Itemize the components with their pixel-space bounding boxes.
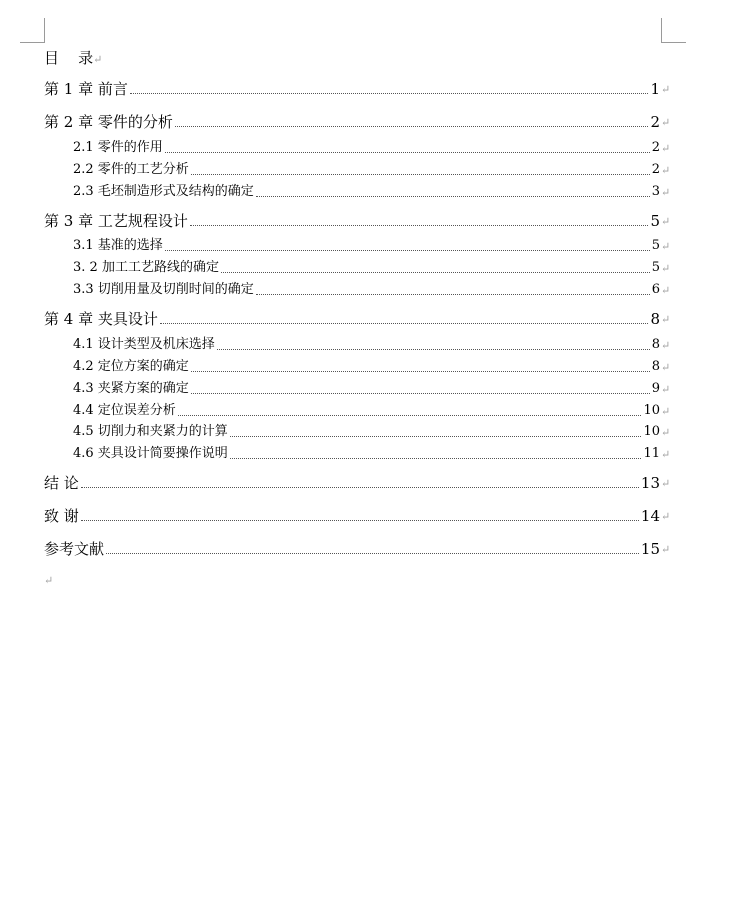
- toc-entry-label: 4.1 设计类型及机床选择: [73, 337, 215, 352]
- paragraph-mark-icon: ↵: [661, 262, 671, 275]
- toc-entry-label: 4.5 切削力和夹紧力的计算: [73, 424, 228, 439]
- paragraph-mark-icon: ↵: [661, 215, 671, 228]
- toc-entry-page: 2: [651, 162, 660, 177]
- toc-entry[interactable]: [73, 423, 660, 441]
- paragraph-mark-icon: ↵: [661, 448, 671, 461]
- dot-leader: [165, 152, 650, 153]
- toc-entry-label: 2.2 零件的工艺分析: [73, 162, 189, 177]
- toc-entry[interactable]: [73, 281, 660, 299]
- dot-leader: [191, 393, 650, 394]
- dot-leader: [191, 174, 650, 175]
- toc-entry-page: 5: [651, 260, 660, 275]
- paragraph-mark-icon: ↵: [661, 240, 671, 253]
- toc-entry-page: 10: [643, 403, 660, 418]
- toc-entry-page: 15: [640, 540, 660, 558]
- paragraph-mark-icon: ↵: [44, 574, 54, 587]
- toc-entry-page: 5: [650, 212, 660, 230]
- toc-entry[interactable]: [44, 505, 660, 527]
- toc-entry-page: 13: [640, 474, 660, 492]
- paragraph-mark-icon: ↵: [661, 339, 671, 352]
- toc-entry-page: 1: [650, 80, 660, 98]
- toc-entry-page: 8: [651, 337, 660, 352]
- dot-leader: [160, 323, 649, 324]
- toc-entry[interactable]: [73, 237, 660, 255]
- toc-entry[interactable]: [44, 210, 660, 232]
- toc-entry-label: 4.2 定位方案的确定: [73, 359, 189, 374]
- toc-entry[interactable]: [44, 472, 660, 494]
- toc-entry[interactable]: [73, 445, 660, 463]
- dot-leader: [165, 250, 650, 251]
- toc-entry[interactable]: [73, 402, 660, 420]
- dot-leader: [81, 487, 639, 488]
- dot-leader: [230, 436, 642, 437]
- toc-entry[interactable]: [73, 161, 660, 179]
- toc-entry-page: 2: [651, 140, 660, 155]
- toc-entry-page: 9: [651, 381, 660, 396]
- paragraph-mark-icon: ↵: [661, 142, 671, 155]
- toc-entry-label: 第 3 章 工艺规程设计: [44, 212, 188, 230]
- toc-entry-label: 4.3 夹紧方案的确定: [73, 381, 189, 396]
- toc-entry[interactable]: [73, 259, 660, 277]
- toc-entry-page: 6: [651, 282, 660, 297]
- paragraph-mark-icon: ↵: [661, 361, 671, 374]
- toc-entry-label: 致 谢: [44, 507, 79, 525]
- toc-entry[interactable]: [73, 358, 660, 376]
- toc-heading-text: 目 录: [44, 49, 94, 67]
- toc-entry-label: 3.3 切削用量及切削时间的确定: [73, 282, 254, 297]
- toc-entry[interactable]: [73, 183, 660, 201]
- toc-entry-label: 第 4 章 夹具设计: [44, 310, 158, 328]
- dot-leader: [178, 415, 642, 416]
- paragraph-mark-icon: ↵: [661, 164, 671, 177]
- dot-leader: [256, 196, 650, 197]
- toc-entry-page: 14: [640, 507, 660, 525]
- toc-entry-page: 5: [651, 238, 660, 253]
- dot-leader: [230, 458, 642, 459]
- page-corner-mark-top-right: [661, 18, 686, 43]
- paragraph-mark-icon: ↵: [661, 83, 671, 96]
- paragraph-mark-icon: ↵: [661, 313, 671, 326]
- paragraph-mark-icon: ↵: [661, 426, 671, 439]
- toc-entry-label: 3. 2 加工工艺路线的确定: [73, 260, 219, 275]
- dot-leader: [130, 93, 649, 94]
- toc-entry[interactable]: [73, 380, 660, 398]
- dot-leader: [106, 553, 639, 554]
- toc-entry-page: 10: [643, 424, 660, 439]
- toc-entry[interactable]: [44, 538, 660, 560]
- dot-leader: [190, 225, 649, 226]
- toc-entry-label: 第 1 章 前言: [44, 80, 128, 98]
- paragraph-mark-icon: ↵: [661, 510, 671, 523]
- paragraph-mark-icon: ↵: [661, 116, 671, 129]
- toc-entry[interactable]: [73, 139, 660, 157]
- toc-entry[interactable]: [44, 78, 660, 100]
- toc-entry-page: 8: [650, 310, 660, 328]
- page-corner-mark-top-left: [20, 18, 45, 43]
- paragraph-mark-icon: ↵: [661, 405, 671, 418]
- toc-entry-page: 3: [651, 184, 660, 199]
- toc-entry-label: 4.4 定位误差分析: [73, 403, 176, 418]
- toc-entry-page: 8: [651, 359, 660, 374]
- paragraph-mark-icon: ↵: [661, 383, 671, 396]
- dot-leader: [217, 349, 650, 350]
- paragraph-mark-icon: ↵: [661, 477, 671, 490]
- dot-leader: [256, 294, 650, 295]
- paragraph-mark-icon: ↵: [661, 186, 671, 199]
- paragraph-mark-icon: ↵: [661, 284, 671, 297]
- dot-leader: [81, 520, 639, 521]
- paragraph-mark-icon: ↵: [661, 543, 671, 556]
- toc-entry-page: 11: [643, 446, 660, 461]
- toc-entry-label: 2.1 零件的作用: [73, 140, 163, 155]
- toc-entry-label: 第 2 章 零件的分析: [44, 113, 173, 131]
- toc-entry-page: 2: [650, 113, 660, 131]
- dot-leader: [221, 272, 650, 273]
- toc-entry[interactable]: [44, 111, 660, 133]
- toc-entry-label: 参考文献: [44, 540, 105, 558]
- paragraph-mark-icon: ↵: [93, 53, 103, 66]
- toc-entry-label: 3.1 基准的选择: [73, 238, 163, 253]
- toc-entry[interactable]: [44, 308, 660, 330]
- dot-leader: [175, 126, 649, 127]
- toc-heading: [44, 48, 102, 68]
- toc-entry[interactable]: [73, 336, 660, 354]
- toc-entry-label: 2.3 毛坯制造形式及结构的确定: [73, 184, 254, 199]
- toc-entry-label: 4.6 夹具设计简要操作说明: [73, 446, 228, 461]
- toc-entry-label: 结 论: [44, 474, 79, 492]
- dot-leader: [191, 371, 650, 372]
